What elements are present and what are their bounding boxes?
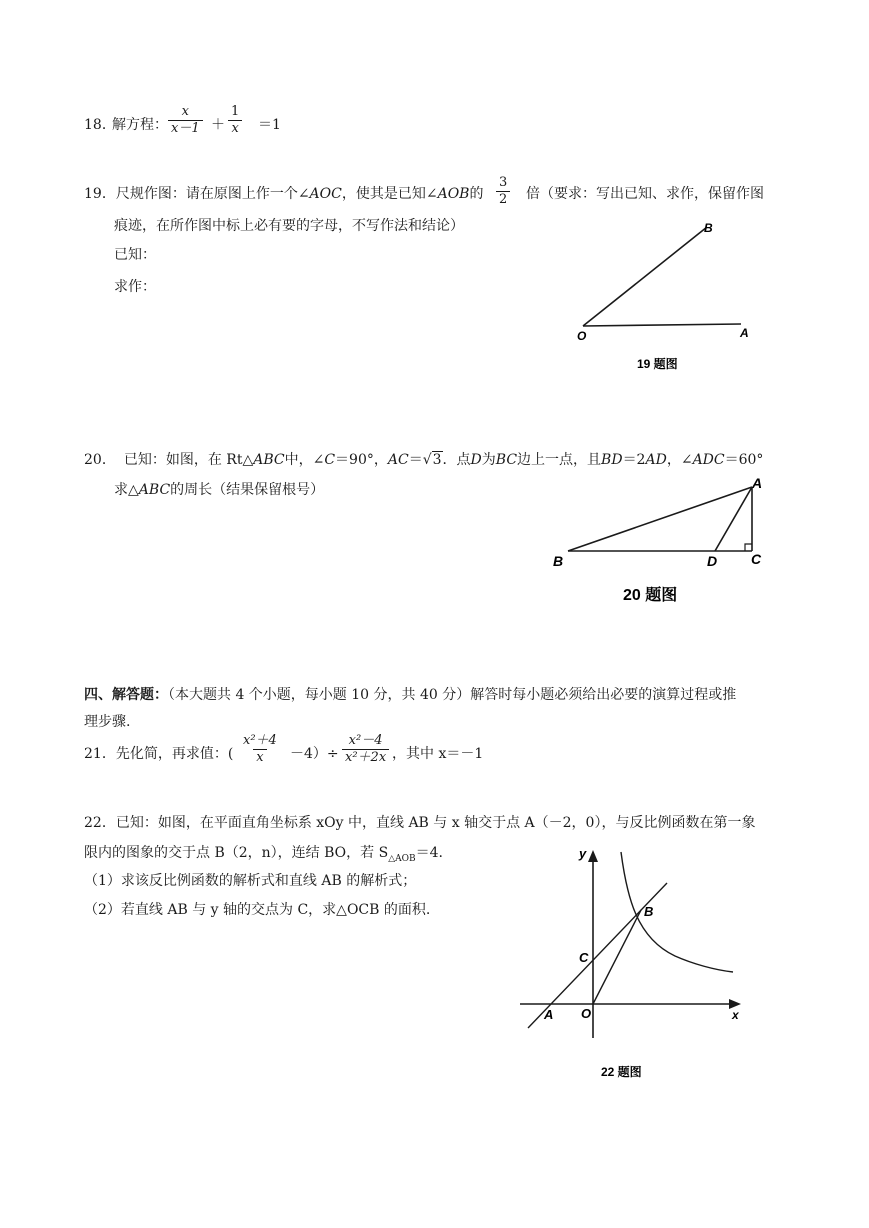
label-x: x: [732, 1008, 739, 1022]
ray-ob: [583, 227, 707, 326]
label-o: O: [577, 329, 587, 343]
y-axis-arrow: [588, 850, 598, 862]
q18-plus: ＋: [211, 117, 225, 133]
label-a: A: [740, 326, 749, 340]
ray-oa: [583, 324, 741, 326]
hyperbola-curve: [621, 852, 733, 972]
q20-figure: [550, 474, 770, 609]
segment-ba: [568, 487, 752, 551]
segment-bo: [593, 910, 641, 1004]
label-y: y: [579, 846, 587, 861]
q19-fraction: $\frac{3}{2}$: [496, 175, 510, 208]
label-c: C: [751, 551, 762, 567]
q18-fraction-1: $\frac{x}{x-1}$: [168, 104, 203, 137]
q19-find: 求作：: [114, 279, 156, 295]
q21-fraction-1: $\frac{\text{x²＋4}}{x}$: [243, 733, 277, 765]
q21-minus-4: －4）÷: [290, 746, 339, 762]
sqrt-3: √3: [422, 452, 442, 468]
label-a: A: [544, 1007, 554, 1022]
label-o: O: [581, 1006, 592, 1021]
q18-label: 解方程：: [112, 117, 168, 133]
q22-line-2: 限内的图象的交于点 B（2，n），连结 BO，若 $S_{\triangle AOB}=4$.: [84, 845, 443, 864]
section-heading: 四、解答题：: [84, 687, 168, 703]
q18-number: 18．: [84, 117, 116, 133]
label-c: C: [579, 950, 589, 965]
section-4-line-2: 理步骤.: [84, 714, 131, 730]
q18-fraction-2: $\frac{1}{x}$: [228, 104, 242, 137]
label-b: B: [704, 221, 713, 235]
q21-label: 21．先化简，再求值：(: [84, 746, 234, 762]
right-angle-mark: [745, 544, 752, 551]
q22-line-1: 22．已知：如图，在平面直角坐标系 xOy 中，直线 AB 与 x 轴交于点 A（－2，0），与反比例函数在第一象: [84, 815, 756, 831]
segment-ad: [715, 487, 752, 551]
label-b: B: [553, 553, 564, 569]
q19-line-1-tail: 倍（要求：写出已知、求作，保留作图: [526, 186, 764, 202]
q19-known: 已知：: [114, 247, 156, 263]
q22-item-1: （1）求该反比例函数的解析式和直线 AB 的解析式；: [84, 873, 417, 889]
q18-equals: ＝1: [258, 117, 281, 133]
q20-line-1: 20． 已知：如图，在 Rt△ABC中，∠C＝90°，AC＝√3．点D为BC边上一点，且BD＝2AD，∠ADC＝60°: [84, 452, 764, 468]
q19-line-2: 痕迹，在所作图中标上必有要的字母，不写作法和结论）: [114, 218, 464, 234]
q21-tail: ，其中 x＝－1: [392, 746, 484, 762]
label-a: A: [752, 475, 763, 491]
label-d: D: [707, 553, 718, 569]
figure-caption: 22 题图: [601, 1065, 642, 1079]
q19-line-1: 19．尺规作图：请在原图上作一个∠AOC，使其是已知∠AOB的: [84, 186, 484, 202]
q21-fraction-2: $\frac{\text{x²－4}}{\text{x²＋2x}}$: [342, 733, 389, 766]
q22-item-2: （2）若直线 AB 与 y 轴的交点为 C，求△OCB 的面积.: [84, 902, 431, 918]
q22-figure: [515, 838, 750, 1088]
figure-caption: 19 题图: [637, 357, 678, 371]
q20-line-2: 求△ABC的周长（结果保留根号）: [114, 482, 325, 498]
q19-figure: [565, 218, 755, 373]
label-b: B: [644, 904, 654, 919]
section-4-line-1: 四、解答题：（本大题共 4 个小题，每小题 10 分，共 40 分）解答时每小题必须给出必要的演算过程或推: [84, 687, 737, 703]
figure-caption: 20 题图: [623, 587, 678, 604]
